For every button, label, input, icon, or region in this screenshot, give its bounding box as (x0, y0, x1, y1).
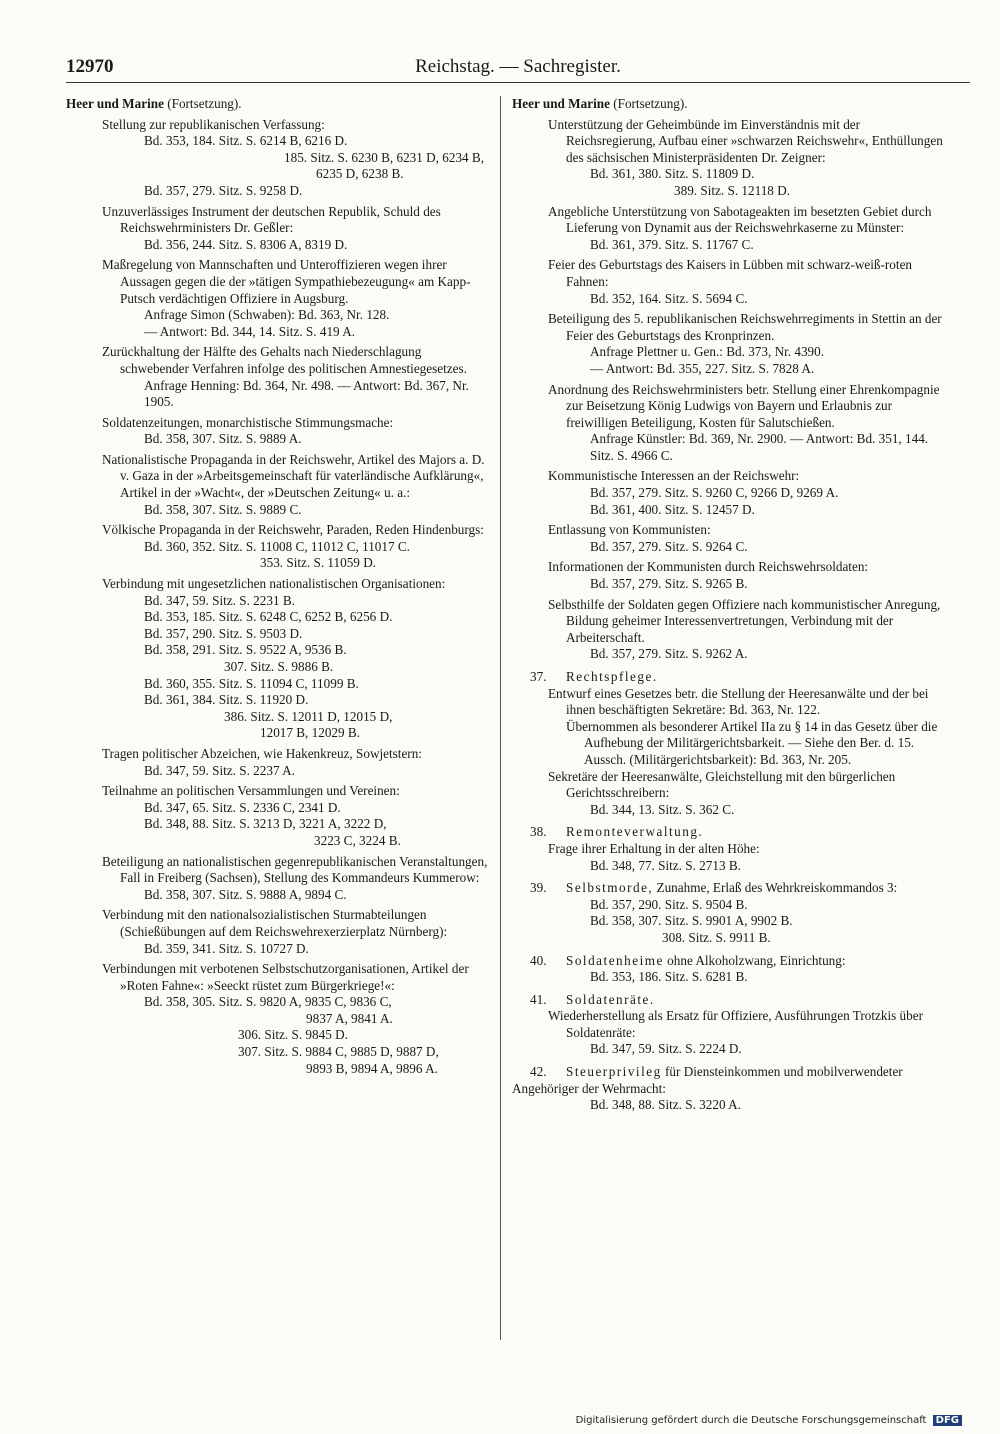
index-entry: Stellung zur republikanischen Verfassung: Bd. 353, 184. Sitz. S. 6214 B, 6216 D. 185. Sitz. S. 6230 B, 6231 D, 6234 B, 6235 D, 6238 B. Bd. 357, 279. Sitz. S. 9258 D. (102, 116, 485, 198)
dfg-logo: DFG (933, 1415, 962, 1426)
numbered-entry-42: 42. Steuerprivileg für Diensteinkommen und mobilverwendeter Angehöriger der Wehrmacht: Bd. 348, 88. Sitz. S. 3220 A. (512, 1064, 903, 1113)
index-entry: Unterstützung der Geheimbünde im Einverständnis mit der Reichsregierung, Aufbau einer »schwarzen Reichswehr«, Enthüllungen des sächsischen Ministerpräsidenten Dr. Zeigner: Bd. 361, 380. Sitz. S. 11809 D. 389. Sitz. S. 12118 D. (548, 116, 943, 198)
section-heading: Heer und Marine (Fortsetzung). (512, 96, 688, 111)
index-entry: Anordnung des Reichswehrministers betr. Stellung einer Ehrenkompagnie zur Beisetzung König Ludwigs von Bayern und Erlaubnis zur freiwilligen Beteiligung, Kosten für Salutschießen. Anfrage Künstler: Bd. 369, Nr. 2900. — Antwort: Bd. 351, 144. Sitz. S. 4966 C. (548, 381, 940, 463)
index-entry: Verbindung mit den nationalsozialistischen Sturmabteilungen (Schießübungen auf dem Reichswehrexerzierplatz Nürnberg): Bd. 359, 341. Sitz. S. 10727 D. (102, 907, 448, 956)
index-entry: Informationen der Kommunisten durch Reichswehrsoldaten: Bd. 357, 279. Sitz. S. 9265 B. (548, 559, 869, 592)
numbered-entry-39: 39. Selbstmorde, Zunahme, Erlaß des Wehrkreiskommandos 3: Bd. 357, 290. Sitz. S. 9504 B. Bd. 358, 307. Sitz. S. 9901 A, 9902 B. 308. Sitz. S. 9911 B. (530, 880, 898, 945)
index-entry: Entlassung von Kommunisten: Bd. 357, 279. Sitz. S. 9264 C. (548, 522, 748, 554)
index-entry: Kommunistische Interessen an der Reichswehr: Bd. 357, 279. Sitz. S. 9260 C, 9266 D, 9269 A. Bd. 361, 400. Sitz. S. 12457 D. (548, 468, 839, 517)
numbered-entry-37: 37. Rechtspflege. Entwurf eines Gesetzes betr. die Stellung der Heeresanwälte und der bei ihnen beschäftigten Sekretäre: Bd. 363, Nr. 122. Übernommen als besonderer Artikel IIa zu § 14 in das Gesetz über die Aufhebung der Militärgerichtsbarkeit. — Siehe den Ber. d. 15. Aussch. (Militärgerichtsbarkeit): Bd. 363, Nr. 205. Sekretäre der Heeresanwälte, Gleichstellung mit den bürgerlichen Gerichtsschreibern: Bd. 344, 13. Sitz. S. 362 C. (530, 669, 938, 817)
funding-footer (576, 1415, 962, 1426)
footer-text: Digitalisierung gefördert durch die Deutsche Forschungsgemeinschaft (575, 1415, 927, 1426)
index-entry: Völkische Propaganda in der Reichswehr, Paraden, Reden Hindenburgs: Bd. 360, 352. Sitz. S. 11008 C, 11012 C, 11017 C. 353. Sitz. S. 11059 D. (102, 522, 484, 571)
running-title: Reichstag. — Sachregister. (415, 56, 621, 77)
index-entry: Teilnahme an politischen Versammlungen und Vereinen: Bd. 347, 65. Sitz. S. 2336 C, 2341 D. Bd. 348, 88. Sitz. S. 3213 D, 3221 A, 3222 D, 3223 C, 3224 B. (102, 783, 401, 848)
index-entry: Maßregelung von Mannschaften und Unteroffizieren wegen ihrer Aussagen gegen die der »tätigen Sympathiebezeugung« am Kapp-Putsch verdächtigen Offiziere in Augsburg. Anfrage Simon (Schwaben): Bd. 363, Nr. 128. — Antwort: Bd. 344, 14. Sitz. S. 419 A. (102, 257, 471, 339)
index-entry: Beteiligung des 5. republikanischen Reichswehrregiments in Stettin an der Feier des Geburtstags des Kronprinzen. Anfrage Plettner u. Gen.: Bd. 373, Nr. 4390. — Antwort: Bd. 355, 227. Sitz. S. 7828 A. (548, 311, 942, 376)
column-divider (500, 96, 501, 1340)
page-number: 12970 (66, 56, 114, 77)
index-entry: Soldatenzeitungen, monarchistische Stimmungsmache: Bd. 358, 307. Sitz. S. 9889 A. (102, 414, 394, 447)
index-entry: Tragen politischer Abzeichen, wie Hakenkreuz, Sowjetstern: Bd. 347, 59. Sitz. S. 2237 A. (102, 745, 422, 778)
numbered-entry-40: 40. Soldatenheime ohne Alkoholzwang, Einrichtung: Bd. 353, 186. Sitz. S. 6281 B. (530, 952, 846, 985)
section-heading: Heer und Marine (Fortsetzung). (66, 96, 242, 111)
index-entry: Verbindungen mit verbotenen Selbstschutzorganisationen, Artikel der »Roten Fahne«: »Seeckt rüstet zum Bürgerkriege!«: Bd. 358, 305. Sitz. S. 9820 A, 9835 C, 9836 C, 9837 A, 9841 A. 306. Sitz. S. 9845 D. 307. Sitz. S. 9884 C, 9885 D, 9887 D, 9893 B, 9894 A, 9896 A. (102, 961, 469, 1076)
index-entry: Nationalistische Propaganda in der Reichswehr, Artikel des Majors a. D. v. Gaza in der »Arbeitsgemeinschaft für vaterländische Aufklärung«, Artikel in der »Wacht«, der »Deutschen Zeitung« u. a.: Bd. 358, 307. Sitz. S. 9889 C. (102, 451, 485, 517)
numbered-entry-41: 41. Soldatenräte. Wiederherstellung als Ersatz für Offiziere, Ausführungen Trotzkis über Soldatenräte: Bd. 347, 59. Sitz. S. 2224 D. (530, 991, 923, 1057)
index-entry: Beteiligung an nationalistischen gegenrepublikanischen Veranstaltungen, Fall in Freiberg (Sachsen), Stellung des Kommandeurs Kummerow: Bd. 358, 307. Sitz. S. 9888 A, 9894 C. (102, 853, 488, 902)
left-column (66, 96, 490, 1077)
index-entry: Zurückhaltung der Hälfte des Gehalts nach Niederschlagung schwebender Verfahren infolge des politischen Amnestiegesetzes. Anfrage Henning: Bd. 364, Nr. 498. — Antwort: Bd. 367, Nr. 1905. (102, 344, 469, 410)
right-column (512, 96, 944, 1114)
index-entry: Angebliche Unterstützung von Sabotageakten im besetzten Gebiet durch Lieferung von Dynamit aus der Reichswehrkaserne zu Münster: Bd. 361, 379. Sitz. S. 11767 C. (548, 203, 932, 252)
numbered-entry-38: 38. Remonteverwaltung. Frage ihrer Erhaltung in der alten Höhe: Bd. 348, 77. Sitz. S. 2713 B. (530, 824, 760, 873)
page-header (66, 52, 970, 83)
index-entry: Feier des Geburtstags des Kaisers in Lübben mit schwarz-weiß-roten Fahnen: Bd. 352, 164. Sitz. S. 5694 C. (548, 257, 913, 306)
index-entry: Verbindung mit ungesetzlichen nationalistischen Organisationen: Bd. 347, 59. Sitz. S. 2231 B. Bd. 353, 185. Sitz. S. 6248 C, 6252 B, 6256 D. Bd. 357, 290. Sitz. S. 9503 D. Bd. 358, 291. Sitz. S. 9522 A, 9536 B. 307. Sitz. S. 9886 B. Bd. 360, 355. Sitz. S. 11094 C, 11099 B. Bd. 361, 384. Sitz. S. 11920 D. 386. Sitz. S. 12011 D, 12015 D, 12017 B, 12029 B. (102, 576, 446, 741)
index-entry: Selbsthilfe der Soldaten gegen Offiziere nach kommunistischer Anregung, Bildung geheimer Interessenvertretungen, Verbindung mit der Arbeiterschaft. Bd. 357, 279. Sitz. S. 9262 A. (548, 596, 941, 662)
index-entry: Unzuverlässiges Instrument der deutschen Republik, Schuld des Reichswehrministers Dr. Geßler: Bd. 356, 244. Sitz. S. 8306 A, 8319 D. (102, 203, 441, 252)
